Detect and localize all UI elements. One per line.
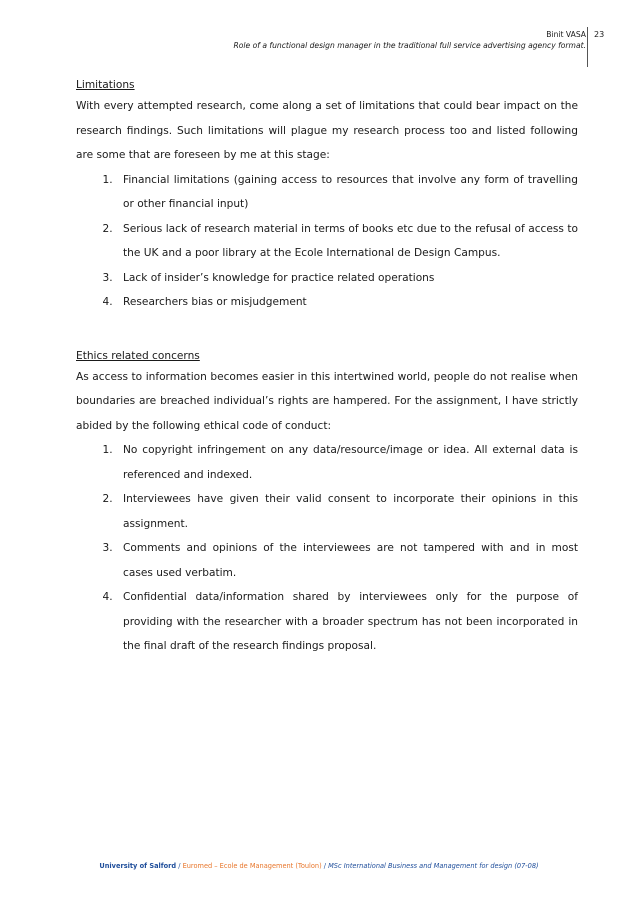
footer-university: University of Salford	[99, 862, 177, 870]
page-footer	[0, 861, 638, 871]
limitations-heading: Limitations	[76, 79, 135, 91]
list-item: 2. Serious lack of research material in terms of books etc due to the refusal of access to the UK and a poor library at the Ecole International de Design Campus.	[116, 217, 578, 266]
limitations-list	[76, 168, 578, 315]
header-divider	[587, 27, 588, 67]
page-number: 23	[594, 30, 605, 39]
footer-separator: /	[176, 862, 183, 870]
list-item: 1. Financial limitations (gaining access to resources that involve any form of travelling or other financial input)	[116, 168, 578, 217]
list-item: 2. Interviewees have given their valid consent to incorporate their opinions in this assignment.	[116, 487, 578, 536]
limitations-intro: With every attempted research, come along a set of limitations that could bear impact on the research findings. Such limitations will plague my research process too and listed following are some that are foreseen by me at this stage:	[76, 100, 578, 161]
header-author: Binit VASA	[546, 30, 586, 39]
ethics-intro: As access to information becomes easier in this intertwined world, people do not realise when boundaries are breached individual’s rights are hampered. For the assignment, I have strictly abided by the following ethical code of conduct:	[76, 370, 578, 432]
list-item: 4. Researchers bias or misjudgement	[116, 290, 578, 315]
page-header	[233, 29, 586, 51]
footer-separator: /	[321, 862, 329, 870]
ethics-list	[76, 438, 578, 659]
list-item: 1. No copyright infringement on any data/resource/image or idea. All external data is referenced and indexed.	[116, 438, 578, 487]
footer-course: MSc International Business and Management for design (07-08)	[328, 862, 539, 870]
footer-euromed: Euromed – Ecole de Management (Toulon)	[182, 862, 322, 870]
list-item: 3. Comments and opinions of the interviewees are not tampered with and in most cases used verbatim.	[116, 536, 578, 585]
section-spacer	[76, 315, 578, 347]
header-subtitle: Role of a functional design manager in the traditional full service advertising agency format.	[233, 41, 586, 50]
ethics-heading: Ethics related concerns	[76, 349, 200, 362]
list-item: 4. Confidential data/information shared by interviewees only for the purpose of providing with the researcher with a broader spectrum has not been incorporated in the final draft of the research findings proposal.	[116, 585, 578, 659]
list-item: 3. Lack of insider’s knowledge for practice related operations	[116, 266, 578, 291]
document-body	[76, 76, 578, 659]
